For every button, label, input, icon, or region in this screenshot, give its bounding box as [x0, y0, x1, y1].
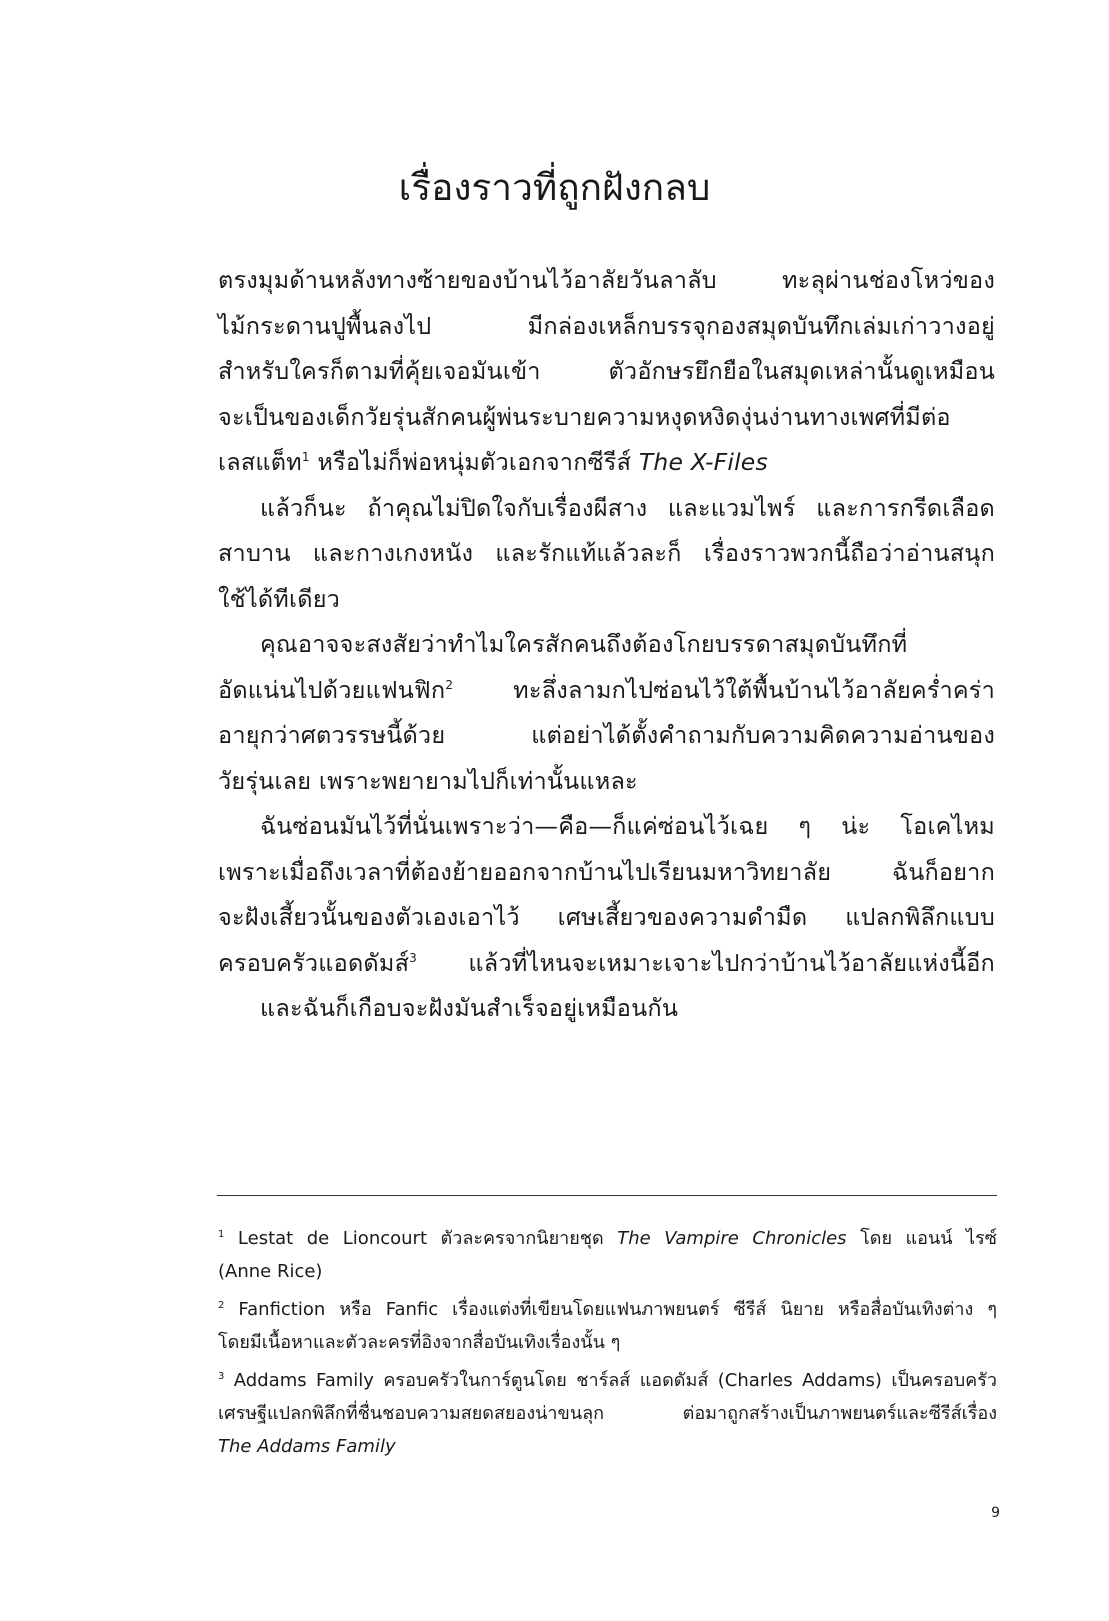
footnote-1-line-1-text: Lestat de Lioncourt ตัวละครจากนิยายชุด [224, 1228, 618, 1249]
footnote-2-line-1-text: Fanfiction หรือ Fanfic เรื่องแต่งที่เขียนโดยแฟนภาพยนตร์ ซีรีส์ นิยาย หรือสื่อบันเทิงต่าง ๆ [224, 1299, 997, 1320]
footnote-2-marker: 2 [218, 1300, 225, 1311]
paragraph-1-line-4: จะเป็นของเด็กวัยรุ่นสักคนผู้พ่นระบายความหงุดหงิดงุ่นง่านทางเพศที่มีต่อ [218, 402, 951, 431]
footnote-1-line-1 [218, 1222, 997, 1255]
paragraph-1-line-1: ตรงมุมด้านหลังทางซ้ายของบ้านไว้อาลัยวันลาลับ ทะลุผ่านช่องโหว่ของ [218, 266, 995, 294]
paragraph-1-line-5-text-after: หรือไม่ก็พ่อหนุ่มตัวเอกจากซีรีส์ [309, 448, 639, 476]
body-text [218, 258, 995, 1032]
paragraph-4-line-1: ฉันซ่อนมันไว้ที่นั่นเพราะว่า—คือ—ก็แค่ซ่อนไว้เฉย ๆ น่ะ โอเคไหม [260, 812, 995, 840]
footnote-2-line-1 [218, 1293, 997, 1326]
paragraph-3-line-3: อายุกว่าศตวรรษนี้ด้วย แต่อย่าได้ตั้งคำถามกับความคิดความอ่านของ [218, 721, 995, 749]
paragraph-4-line-4-text: ครอบครัวแอดดัมส์ [218, 948, 410, 977]
paragraph-4-line-4 [218, 941, 995, 987]
paragraph-2-line-3: ใช้ได้ทีเดียว [218, 584, 341, 613]
paragraph-1-line-5 [218, 440, 995, 486]
paragraph-1-line-5-italic: The X-Files [638, 448, 768, 476]
footnote-ref-1[interactable]: 1 [301, 450, 310, 465]
footnote-1-marker: 1 [218, 1229, 225, 1240]
paragraph-4-line-2: เพราะเมื่อถึงเวลาที่ต้องย้ายออกจากบ้านไปเรียนมหาวิทยาลัย ฉันก็อยาก [218, 857, 995, 886]
footnote-3-line-2: เศรษฐีแปลกพิลึกที่ชื่นชอบความสยดสยองน่าขนลุก ต่อมาถูกสร้างเป็นภาพยนตร์และซีรีส์เรื่อง [218, 1403, 997, 1424]
footnote-1-line-1-italic: The Vampire Chronicles [617, 1228, 847, 1249]
footnote-1-line-1-text-after: โดย แอนน์ ไรซ์ [846, 1228, 998, 1249]
paragraph-1-line-2: ไม้กระดานปูพื้นลงไป มีกล่องเหล็กบรรจุกองสมุดบันทึกเล่มเก่าวางอยู่ [218, 311, 995, 340]
footnote-3-line-3: The Addams Family [218, 1436, 396, 1457]
paragraph-3-line-2 [218, 668, 995, 714]
footnote-3-line-1-text: Addams Family ครอบครัวในการ์ตูนโดย ชาร์ลส์ แอดดัมส์ (Charles Addams) เป็นครอบครัว [224, 1370, 997, 1391]
paragraph-4-line-4-text-after: แล้วที่ไหนจะเหมาะเจาะไปกว่าบ้านไว้อาลัยแห่งนี้อีก [416, 948, 995, 977]
paragraph-3-line-4: วัยรุ่นเลย เพราะพยายามไปก็เท่านั้นแหละ [218, 766, 638, 795]
paragraph-3-line-1: คุณอาจจะสงสัยว่าทำไมใครสักคนถึงต้องโกยบรรดาสมุดบันทึกที่ [260, 630, 908, 658]
paragraph-3-line-2-text-after: ทะลึ่งลามกไปซ่อนไว้ใต้พื้นบ้านไว้อาลัยคร่ำคร่า [453, 675, 995, 704]
footnote-ref-3[interactable]: 3 [409, 950, 417, 965]
footnote-ref-2[interactable]: 2 [445, 677, 454, 692]
paragraph-4-line-3: จะฝังเสี้ยวนั้นของตัวเองเอาไว้ เศษเสี้ยวของความดำมืด แปลกพิลึกแบบ [218, 903, 995, 931]
footnote-1-line-2: (Anne Rice) [218, 1261, 323, 1282]
footnote-3-line-1 [218, 1364, 997, 1397]
paragraph-5-line-1: และฉันก็เกือบจะฝังมันสำเร็จอยู่เหมือนกัน [260, 994, 679, 1022]
footnote-2-line-2: โดยมีเนื้อหาและตัวละครที่อิงจากสื่อบันเทิงเรื่องนั้น ๆ [218, 1332, 621, 1353]
paragraph-2-line-1: แล้วก็นะ ถ้าคุณไม่ปิดใจกับเรื่องผีสาง และแวมไพร์ และการกรีดเลือด [260, 493, 995, 522]
page-number: 9 [991, 1505, 1000, 1521]
footnote-3-marker: 3 [218, 1371, 225, 1382]
paragraph-1-line-5-text: เลสแต็ท [218, 448, 302, 476]
paragraph-3-line-2-text: อัดแน่นไปด้วยแฟนฟิก [218, 675, 446, 704]
chapter-title: เรื่องราวที่ถูกฝังกลบ [398, 166, 711, 209]
footnotes [218, 1222, 997, 1463]
paragraph-2-line-2: สาบาน และกางเกงหนัง และรักแท้แล้วละก็ เรื่องราวพวกนี้ถือว่าอ่านสนุก [218, 539, 995, 567]
footnote-divider [217, 1195, 997, 1196]
paragraph-1-line-3: สำหรับใครก็ตามที่คุ้ยเจอมันเข้า ตัวอักษรยึกยือในสมุดเหล่านั้นดูเหมือน [218, 357, 995, 385]
